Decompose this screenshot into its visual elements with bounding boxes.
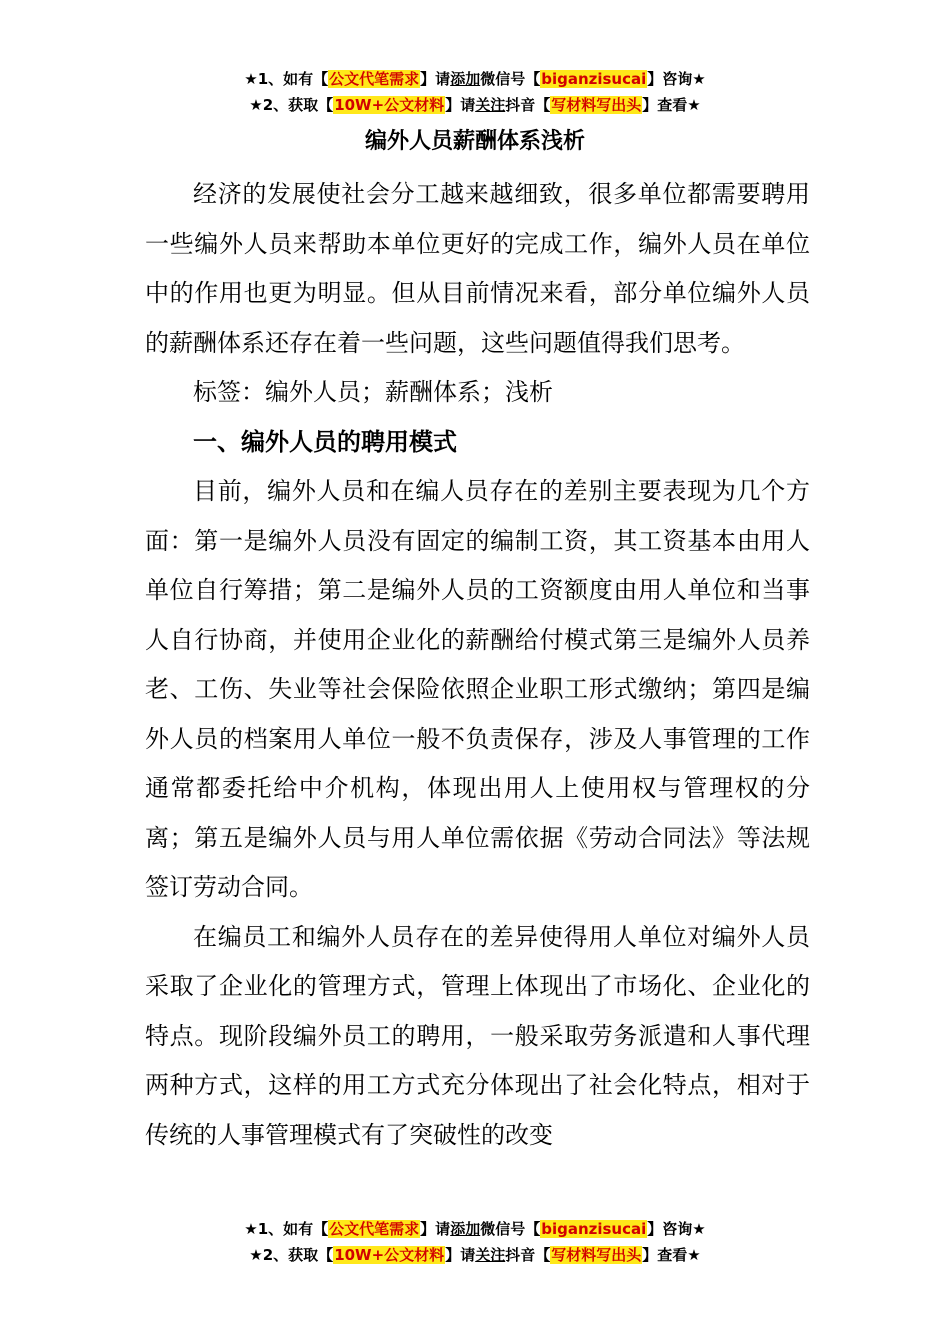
- banner-text: 】查看★: [642, 1246, 701, 1264]
- banner-text: 】请: [445, 1246, 476, 1264]
- banner-text: 】请: [445, 96, 476, 114]
- paragraph-intro: 经济的发展使社会分工越来越细致，很多单位都需要聘用一些编外人员来帮助本单位更好的完成工作，编外人员在单位中的作用也更为明显。但从目前情况来看，部分单位编外人员的薪酬体系还存在着一些问题，这些问题值得我们思考。: [145, 180, 810, 357]
- banner-line-2: [0, 1242, 950, 1268]
- banner-text: ★1、如有【: [244, 70, 329, 88]
- banner-text: ★2、获取【: [249, 96, 334, 114]
- banner-text: 】咨询★: [647, 1220, 706, 1238]
- banner-text: 】咨询★: [647, 70, 706, 88]
- paragraph: 在编员工和编外人员存在的差异使得用人单位对编外人员采取了企业化的管理方式，管理上体现出了市场化、企业化的特点。现阶段编外员工的聘用，一般采取劳务派遣和人事代理两种方式，这样的用工方式充分体现出了社会化特点，相对于传统的人事管理模式有了突破性的改变: [145, 922, 810, 1149]
- document-title: 编外人员薪酬体系浅析: [364, 129, 585, 154]
- top-banner: [0, 66, 950, 118]
- banner-text: 微信号【: [480, 70, 541, 88]
- banner-text: ★1、如有【: [244, 1220, 329, 1238]
- banner-text: 】请: [420, 70, 451, 88]
- bottom-banner: [0, 1216, 950, 1268]
- banner-text: 】请: [420, 1220, 451, 1238]
- banner-emphasis: 添加: [450, 1220, 481, 1238]
- banner-text: 抖音【: [505, 96, 551, 114]
- banner-highlight: 10W+公文材料: [334, 1246, 445, 1264]
- banner-highlight: 公文代笔需求: [329, 1220, 420, 1238]
- paragraph: 目前，编外人员和在编人员存在的差别主要表现为几个方面：第一是编外人员没有固定的编制工资，其工资基本由用人单位自行筹措；第二是编外人员的工资额度由用人单位和当事人自行协商，并使用企业化的薪酬给付模式第三是编外人员养老、工伤、失业等社会保险依照企业职工形式缴纳；第四是编外人员的档案用人单位一般不负责保存，涉及人事管理的工作通常都委托给中介机构，体现出用人上使用权与管理权的分离；第五是编外人员与用人单位需依据《劳动合同法》等法规签订劳动合同。: [145, 477, 810, 901]
- banner-emphasis: 关注: [475, 96, 506, 114]
- banner-line-1: [0, 66, 950, 92]
- banner-line-1: [0, 1216, 950, 1242]
- document-body: [145, 170, 810, 1160]
- banner-line-2: [0, 92, 950, 118]
- paragraph-tags: 标签：编外人员；薪酬体系；浅析: [193, 378, 553, 406]
- banner-text: 微信号【: [480, 1220, 541, 1238]
- banner-emphasis: 添加: [450, 70, 481, 88]
- banner-emphasis: 关注: [475, 1246, 506, 1264]
- banner-text: ★2、获取【: [249, 1246, 334, 1264]
- banner-highlight: biganzisucai: [541, 1220, 647, 1238]
- banner-highlight: 写材料写出头: [551, 1246, 642, 1264]
- section-heading: 一、编外人员的聘用模式: [193, 427, 457, 456]
- banner-text: 】查看★: [642, 96, 701, 114]
- banner-text: 抖音【: [505, 1246, 551, 1264]
- banner-highlight: 写材料写出头: [551, 96, 642, 114]
- banner-highlight: 10W+公文材料: [334, 96, 445, 114]
- banner-highlight: 公文代笔需求: [329, 70, 420, 88]
- banner-highlight: biganzisucai: [541, 70, 647, 88]
